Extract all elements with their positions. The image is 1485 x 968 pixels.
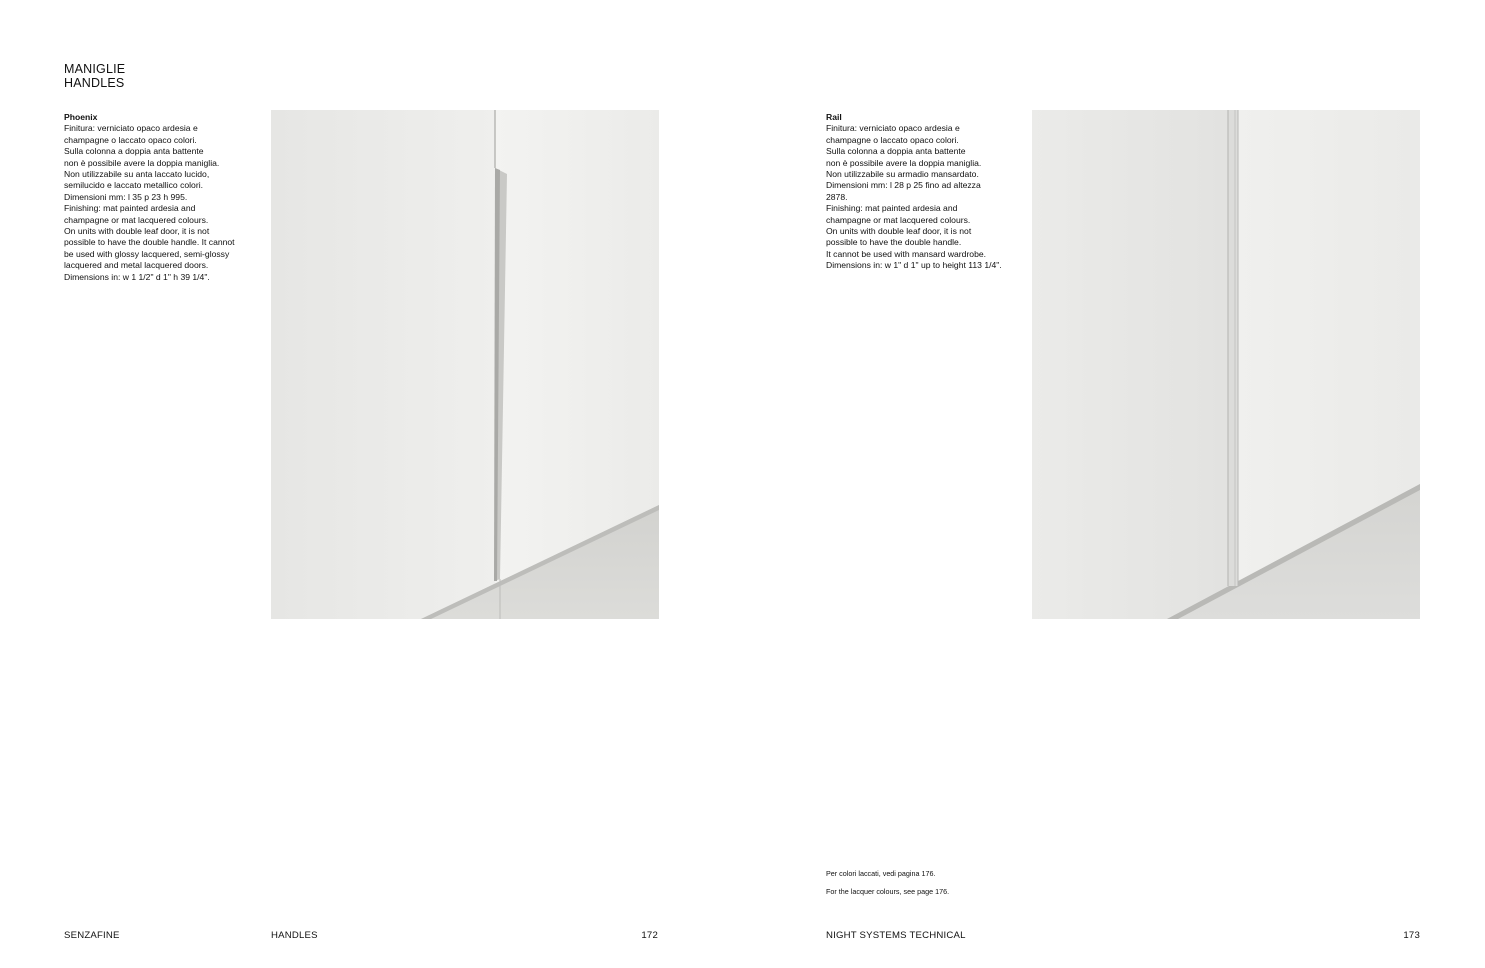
rail-line: Non utilizzabile su armadio mansardato. [826,169,979,180]
phoenix-line: Finishing: mat painted ardesia and [64,203,196,214]
phoenix-line: possible to have the double handle. It cannot [64,237,235,248]
rail-photo-drawing [1032,110,1420,619]
phoenix-line: Dimensions in: w 1 1/2" d 1" h 39 1/4". [64,271,210,282]
phoenix-line: be used with glossy lacquered, semi-glossy [64,248,230,259]
rail-name: Rail [826,112,842,122]
rail-line: Dimensioni mm: l 28 p 25 fino ad altezza [826,180,981,191]
phoenix-description [64,112,254,283]
footer-section: HANDLES [271,930,318,941]
footer-chapter: NIGHT SYSTEMS TECHNICAL [826,930,966,941]
rail-line: 2878. [826,191,848,202]
rail-line: champagne o laccato opaco colori. [826,134,959,145]
rail-line: It cannot be used with mansard wardrobe. [826,248,987,259]
page-number-left: 172 [641,930,658,941]
section-title-english: HANDLES [64,76,125,90]
phoenix-line: Non utilizzabile su anta laccato lucido, [64,169,210,180]
phoenix-line: lacquered and metal lacquered doors. [64,260,209,271]
rail-handle-photo [1032,110,1420,619]
rail-line: On units with double leaf door, it is not [826,226,972,237]
footnote-italian: Per colori laccati, vedi pagina 176. [826,869,936,878]
phoenix-photo-drawing [271,110,659,619]
phoenix-line: non è possibile avere la doppia maniglia. [64,157,220,168]
phoenix-line: On units with double leaf door, it is not [64,226,210,237]
phoenix-line: Sulla colonna a doppia anta battente [64,146,204,157]
phoenix-line: champagne or mat lacquered colours. [64,214,209,225]
phoenix-line: Dimensioni mm: l 35 p 23 h 995. [64,191,188,202]
phoenix-line: semilucido e laccato metallico colori. [64,180,203,191]
rail-line: champagne or mat lacquered colours. [826,214,971,225]
rail-description [826,112,1026,272]
footnote-english: For the lacquer colours, see page 176. [826,887,950,896]
rail-line: possible to have the double handle. [826,237,962,248]
phoenix-line: champagne o laccato opaco colori. [64,134,197,145]
phoenix-name: Phoenix [64,112,98,122]
rail-line: Finishing: mat painted ardesia and [826,203,958,214]
rail-line: Sulla colonna a doppia anta battente [826,146,966,157]
phoenix-handle-photo [271,110,659,619]
rail-line: Dimensions in: w 1" d 1" up to height 113 1/4". [826,260,1002,271]
page-number-right: 173 [1403,930,1420,941]
rail-line: Finitura: verniciato opaco ardesia e [826,123,960,134]
rail-line: non è possibile avere la doppia maniglia. [826,157,982,168]
footer-brand: SENZAFINE [64,930,120,941]
phoenix-line: Finitura: verniciato opaco ardesia e [64,123,198,134]
section-title [64,62,125,90]
section-title-italian: MANIGLIE [64,62,126,76]
